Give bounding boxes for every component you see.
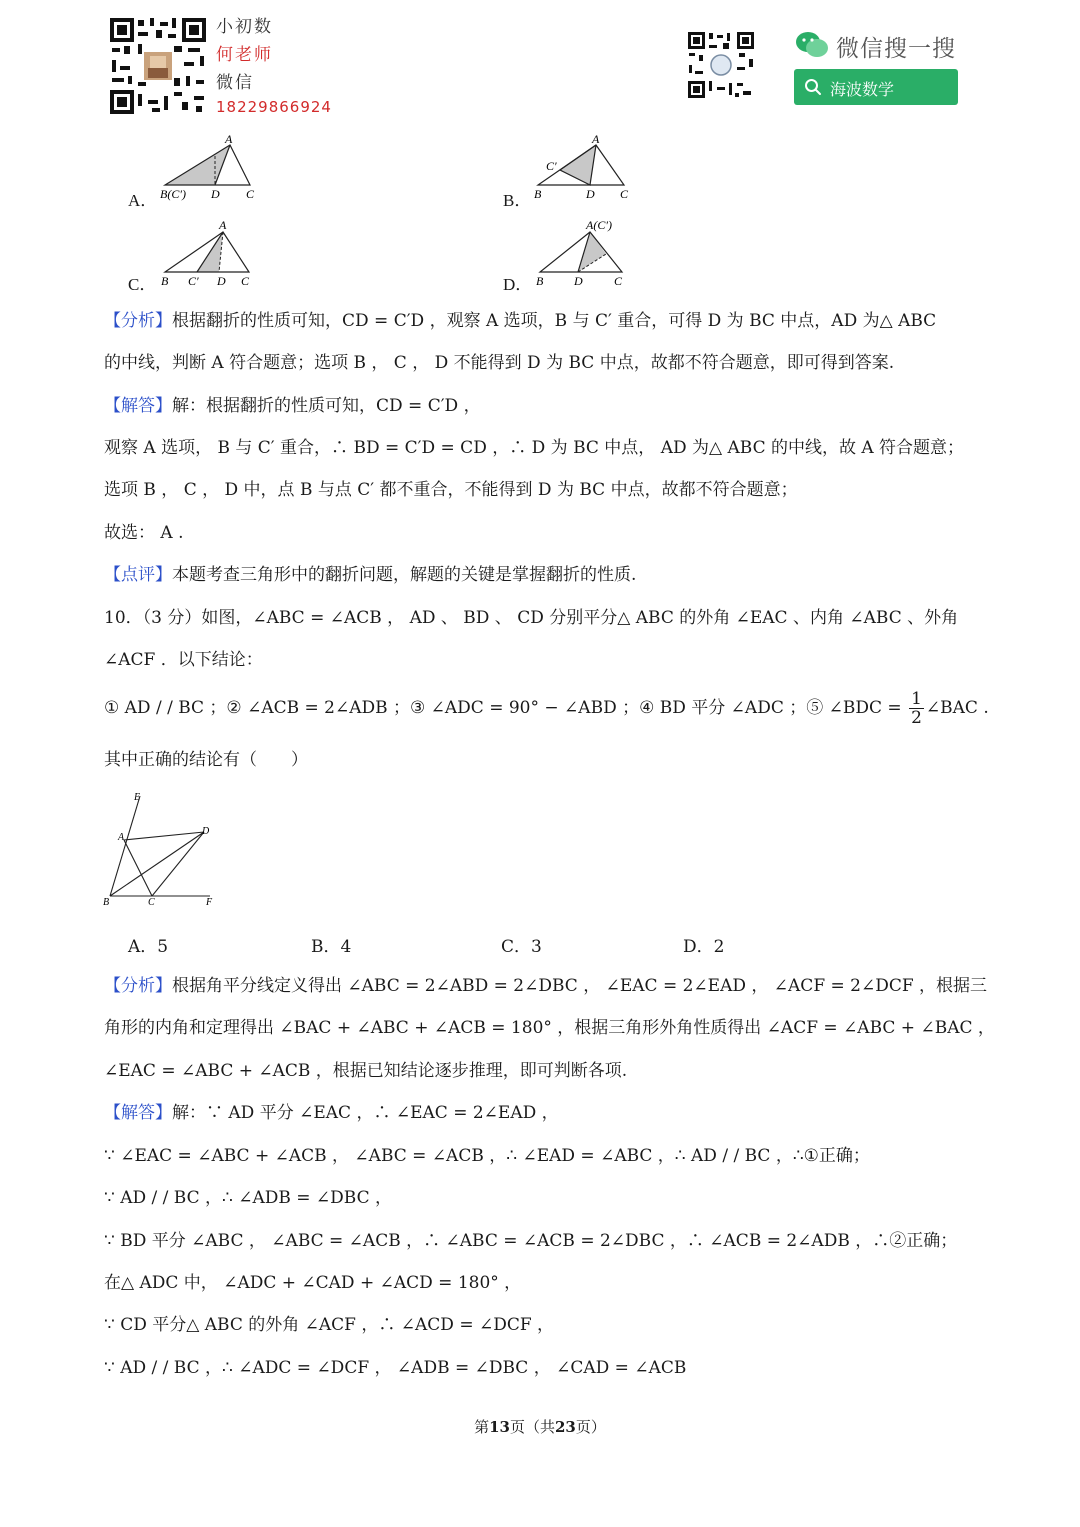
q10-analysis-tag: 【分析】: [104, 976, 172, 996]
q10-solution-line-1: [104, 1101, 559, 1125]
q9-comment-text: 本题考查三角形中的翻折问题，解题的关键是掌握翻折的性质.: [172, 565, 637, 585]
q9-figure-c: [155, 214, 265, 290]
header-red-line-1: 小初数: [216, 17, 273, 37]
q9a-vertex-d: D: [211, 187, 220, 201]
qr-code-right: [687, 31, 755, 99]
q10-fig-label-b: B: [103, 897, 110, 908]
q9-analysis-line-1: [104, 309, 936, 333]
search-icon: [804, 78, 822, 96]
header-phone-number: 18229866924: [216, 98, 332, 116]
header-red-line-3: 微信: [216, 73, 254, 93]
q9-solution-text-1: 解：根据翻折的性质可知，CD = C′D ，: [172, 396, 481, 416]
q10-solution-line-2: ∵ ∠EAC = ∠ABC + ∠ACB ， ∠ABC = ∠ACB ，∴ ∠EAD = ∠ABC ，∴ AD / / BC ，∴①正确；: [104, 1146, 870, 1166]
wechat-icon: [795, 31, 829, 59]
q9-solution-line-2: 观察 A 选项， B 与 C′ 重合，∴ BD = C′D = CD ，∴ D 为 BC 中点， AD 为△ ABC 的中线，故 A 符合题意；: [104, 438, 965, 458]
q9c-vertex-c-prime: C′: [188, 274, 199, 288]
q9-option-c-label: C．: [128, 275, 157, 294]
q10-solution-line-4: ∵ BD 平分 ∠ABC ， ∠ABC = ∠ACB ，∴ ∠ABC = ∠ACB = 2∠DBC ，∴ ∠ACB = 2∠ADB ，∴②正确；: [104, 1231, 958, 1251]
q10-question-line: 其中正确的结论有（ ）: [104, 750, 308, 770]
q9b-vertex-c: C: [620, 187, 629, 201]
q9-comment-line: [104, 563, 636, 587]
q10-option-a: A．5: [128, 937, 169, 957]
q10-stem-line-1: 10．（3 分）如图，∠ABC = ∠ACB ， AD 、 BD 、 CD 分别平分△ ABC 的外角 ∠EAC 、内角 ∠ABC 、外角: [104, 608, 959, 628]
q10-analysis-line-2: 角形的内角和定理得出 ∠BAC + ∠ABC + ∠ACB = 180° ，根据三角形外角性质得出 ∠ACF = ∠ABC + ∠BAC ，: [104, 1018, 995, 1038]
q10-solution-tag: 【解答】: [104, 1103, 172, 1123]
q10-conclusions-text-b: ∠BAC .: [925, 698, 989, 718]
q10-solution-line-5: 在△ ADC 中， ∠ADC + ∠CAD + ∠ACD = 180° ，: [104, 1273, 522, 1293]
q9d-vertex-d: D: [574, 274, 583, 288]
q9-analysis-text-1: 根据翻折的性质可知，CD = C′D ，观察 A 选项，B 与 C′ 重合，可得 D 为 BC 中点，AD 为△ ABC: [172, 311, 937, 331]
footer-page-number: 13: [489, 1418, 510, 1436]
q10-conclusions-text-a: ① AD / / BC ；② ∠ACB = 2∠ADB ；③ ∠ADC = 90° − ∠ABD ；④ BD 平分 ∠ADC ；⑤ ∠BDC =: [104, 698, 902, 718]
search-box-text: 海波数学: [830, 80, 895, 99]
q9-analysis-line-2: 的中线，判断 A 符合题意；选项 B ， C ， D 不能得到 D 为 BC 中点，故都不符合题意，即可得到答案.: [104, 353, 895, 373]
q9c-vertex-c: C: [241, 274, 250, 288]
q10-fraction-half: [909, 690, 924, 727]
q9d-vertex-b: B: [536, 274, 544, 288]
q10-analysis-line-3: ∠EAC = ∠ABC + ∠ACB ，根据已知结论逐步推理，即可判断各项.: [104, 1061, 628, 1081]
q9-solution-line-3: 选项 B ， C ， D 中，点 B 与点 C′ 都不重合，不能得到 D 为 BC 中点，故都不符合题意；: [104, 480, 798, 500]
q10-fig-label-c: C: [148, 897, 155, 908]
q10-fig-label-f: F: [206, 897, 213, 908]
q9b-vertex-c-prime: C′: [546, 159, 557, 173]
header-red-line-2: 何老师: [216, 45, 273, 65]
q9c-vertex-b: B: [161, 274, 169, 288]
q10-fig-label-a: A: [118, 832, 125, 843]
q10-solution-line-7: ∵ AD / / BC ，∴ ∠ADC = ∠DCF ， ∠ADB = ∠DBC ， ∠CAD = ∠ACB: [104, 1358, 687, 1378]
q9a-vertex-a: A: [225, 132, 233, 146]
q10-option-d: D．2: [683, 937, 725, 957]
q10-solution-text-1: 解：∵ AD 平分 ∠EAC ，∴ ∠EAC = 2∠EAD ，: [172, 1103, 559, 1123]
q10-figure: [100, 788, 230, 916]
q9-figure-d: [530, 214, 640, 290]
q9b-vertex-a: A: [592, 132, 600, 146]
q10-solution-line-6: ∵ CD 平分△ ABC 的外角 ∠ACF ，∴ ∠ACD = ∠DCF ，: [104, 1315, 555, 1335]
q9-solution-line-4: 故选： A .: [104, 523, 184, 543]
q10-stem-line-2: ∠ACF ．以下结论：: [104, 650, 263, 670]
q9d-vertex-c: C: [614, 274, 623, 288]
page-footer: [0, 1416, 1080, 1437]
q10-fraction-den: 2: [911, 708, 922, 728]
footer-prefix: 第: [474, 1418, 490, 1436]
search-box[interactable]: [794, 69, 958, 105]
q10-solution-line-3: ∵ AD / / BC ，∴ ∠ADB = ∠DBC ，: [104, 1188, 393, 1208]
q10-analysis-line-1: [104, 974, 987, 998]
q9b-vertex-b: B: [534, 187, 542, 201]
q10-option-b: B．4: [311, 937, 352, 957]
footer-suffix: 页）: [575, 1418, 606, 1436]
q9-option-a-label: A．: [128, 191, 158, 210]
q10-analysis-text-1: 根据角平分线定义得出 ∠ABC = 2∠ABD = 2∠DBC ， ∠EAC = 2∠EAD ， ∠ACF = 2∠DCF ，根据三: [172, 976, 988, 996]
q9-solution-tag: 【解答】: [104, 396, 172, 416]
q10-conclusions-line: [104, 690, 989, 727]
q9-analysis-tag: 【分析】: [104, 311, 172, 331]
q9c-vertex-d: D: [217, 274, 226, 288]
q10-fraction-num: 1: [911, 689, 922, 709]
q9d-vertex-ac: A(C′): [586, 218, 612, 232]
q9a-vertex-bc: B(C′): [160, 187, 186, 201]
q9a-vertex-c: C: [246, 187, 255, 201]
q9-option-d-label: D．: [503, 275, 533, 294]
q9-figure-b: [530, 130, 640, 206]
q9-option-b-label: B．: [503, 191, 532, 210]
wechat-search-title: 微信搜一搜: [836, 36, 956, 62]
q9c-vertex-a: A: [219, 218, 227, 232]
q9b-vertex-d: D: [586, 187, 595, 201]
footer-total-pages: 23: [555, 1418, 576, 1436]
q9-figure-a: [155, 130, 265, 206]
footer-mid: 页（共: [509, 1418, 555, 1436]
q10-fig-label-e: E: [134, 792, 141, 803]
q9-comment-tag: 【点评】: [104, 565, 172, 585]
q10-option-c: C．3: [501, 937, 542, 957]
q9-solution-line-1: [104, 394, 481, 418]
qr-code-left: [108, 16, 208, 116]
q10-fig-label-d: D: [202, 826, 210, 837]
